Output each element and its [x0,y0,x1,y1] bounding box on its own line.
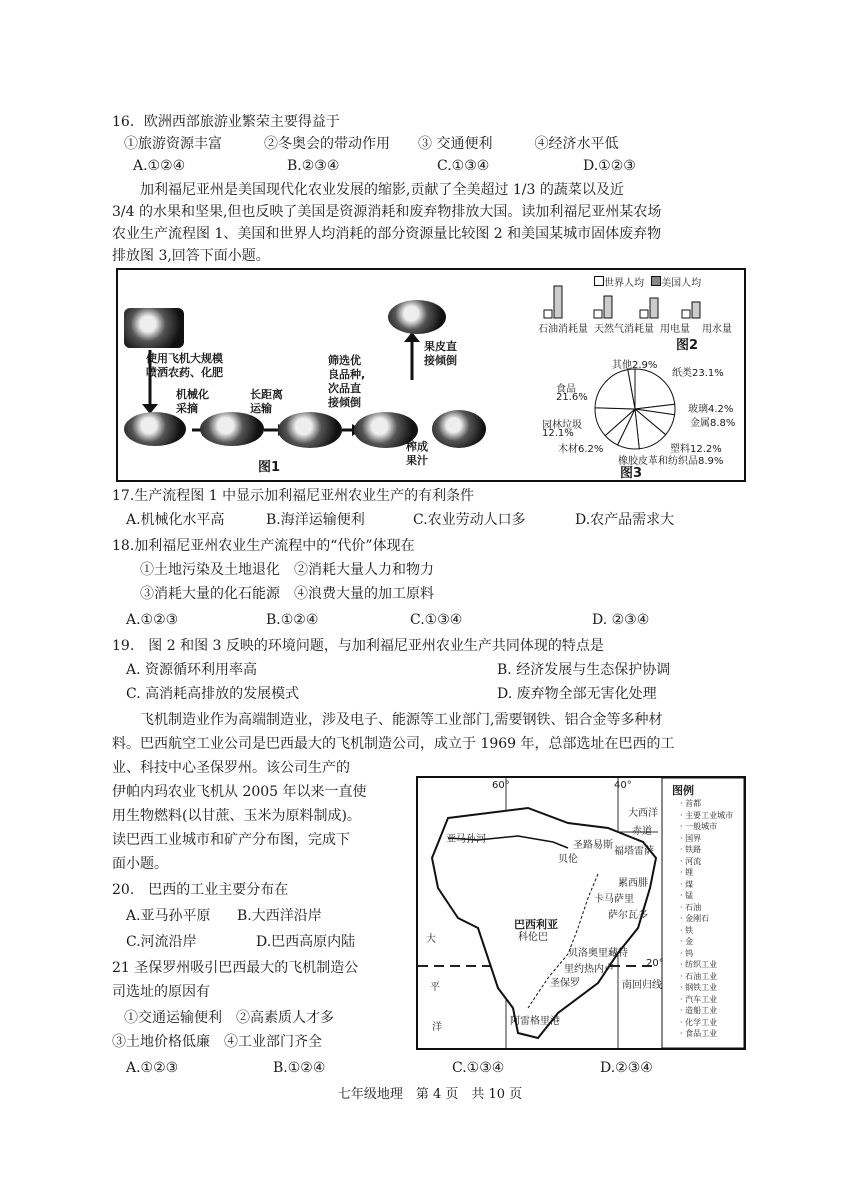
passage1-line1: 加利福尼亚州是美国现代化农业发展的缩影,贡献了全美超过 1/3 的蔬菜以及近 [112,182,624,198]
q18-items-1: ①土地污染及土地退化 ②消耗大量人力和物力 [140,562,434,578]
q19-option-b: B. 经济发展与生态保护协调 [497,662,671,678]
passage1-line3: 农业生产流程图 1、美国和世界人均消耗的部分资源量比较图 2 和美国某城市固体废弃物 [112,226,662,242]
q21-items-1: ①交通运输便利 ②高素质人才多 [124,1010,334,1026]
q19-stem: 19. 图 2 和图 3 反映的环境问题，与加利福尼亚州农业生产共同体现的特点是 [112,638,604,654]
passage2-line2: 料。巴西航空工业公司是巴西最大的飞机制造公司，成立于 1969 年，总部选址在巴西的工 [112,736,675,752]
map-legend-item: · 铁路 [680,845,702,854]
figure1-step-juice: 榨成 果汁 [406,440,428,467]
q18-stem: 18.加利福尼亚州农业生产流程中的“代价”体现在 [112,538,415,554]
q20-stem: 20. 巴西的工业主要分布在 [112,882,289,898]
map-belem: 贝伦 [558,854,578,865]
pie-slice-食品 [595,370,635,409]
pie-label-metal: 金属8.8% [690,418,736,429]
passage1-line2: 3/4 的水果和坚果,但也反映了美国是资源消耗和废弃物排放大国。读加利福尼亚州某农场 [112,204,662,220]
q18-option-d: D. ②③④ [592,612,650,628]
q16-option-a: A.①②④ [133,158,186,174]
map-legend-item: · 铁 [680,925,694,935]
orchard-photo [124,412,186,446]
pie-label-other: 其他2.9% [612,360,658,371]
map-porto-alegre: 阿雷格里港 [510,1016,560,1027]
map-legend-item: · 汽车工业 [680,994,718,1004]
q17-stem: 17.生产流程图 1 中显示加利福尼亚州农业生产的有利条件 [112,488,475,504]
q20-option-a: A.亚马孙平原 [126,908,211,924]
figure2-cat-water: 用水量 [702,324,732,335]
figure2-cat-power: 用电量 [660,324,690,335]
q16-items: ①旅游资源丰富 ②冬奥会的带动作用 ③ 交通便利 ④经济水平低 [124,136,619,152]
figure1-caption: 图1 [258,460,281,475]
map-tropic-deg: 20° [646,958,664,969]
map-legend-item: · 锂 [680,868,694,877]
map-sao-luis: 圣路易斯 [573,840,613,851]
map-legend-item: · 主要工业城市 [680,810,734,820]
map-legend-item: · 钨 [680,948,694,958]
q21-stem-1: 21 圣保罗州吸引巴西最大的飞机制造公 [112,960,359,976]
figure2-legend: 世界人均 美国人均 [594,274,701,289]
map-amazon: 亚马孙河 [446,834,486,845]
figure2-cat-oil: 石油消耗量 [538,324,588,335]
figure-panel [116,268,746,482]
map-equator: 赤道 [632,826,652,837]
map-lon-60: 60° [492,780,510,791]
map-pacific-3: 洋 [432,1022,442,1033]
map-legend-item: · 国界 [680,833,702,843]
map-legend-item: · 石油工业 [680,971,718,981]
harvest-photo [200,412,264,446]
page-footer: 七年级地理 第 4 页 共 10 页 [337,1087,523,1102]
q18-option-a: A.①②③ [126,612,179,628]
pie-label-garden-pct: 12.1% [542,428,574,439]
q17-option-d: D.农产品需求大 [575,512,675,528]
passage2-line1: 飞机制造业作为高端制造业，涉及电子、能源等工业部门,需要钢铁、铝合金等多种材 [112,712,663,728]
q21-items-2: ③土地价格低廉 ④工业部门齐全 [112,1034,322,1050]
figure1-step-harvest: 机械化 采摘 [176,388,209,415]
figure3-caption: 图3 [620,466,643,481]
map-salvador: 萨尔瓦多 [608,910,648,921]
q19-option-a: A. 资源循环利用率高 [126,662,258,678]
sorting-photo [354,412,418,448]
pie-label-wood: 木材6.2% [558,444,604,455]
q21-option-b: B.①②④ [273,1060,326,1076]
q17-option-a: A.机械化水平高 [126,512,225,528]
map-atlantic: 大西洋 [628,808,658,819]
figure2-caption: 图2 [676,338,699,353]
pie-label-food-pct: 21.6% [556,392,588,403]
figure2-cat-gas: 天然气消耗量 [594,324,654,335]
pie-label-plastic: 塑料12.2% [670,444,722,455]
map-legend-item: · 锰 [680,891,694,900]
q19-option-d: D. 废弃物全部无害化处理 [497,686,657,702]
map-legend-item: · 石油 [680,902,702,912]
map-brasilia: 巴西利亚 [514,918,558,931]
figure3-pie [592,366,678,452]
passage2-line4: 伊帕内玛农业飞机从 2005 年以来一直使 [112,784,367,800]
map-lon-40: 40° [614,780,632,791]
pie-label-garden: 园林垃圾 [542,420,582,431]
juice-photo [432,410,486,448]
truck-photo [278,412,342,448]
map-legend [680,798,733,1040]
q18-option-c: C.①③④ [410,612,463,628]
map-legend-item: · 纺织工业 [680,960,718,969]
map-recife: 累西腓 [618,878,648,889]
passage2-line5: 用生物燃料(以甘蔗、玉米为原料制成)。 [112,808,361,824]
map-camacari: 卡马萨里 [594,894,634,905]
map-legend-title: 图例 [672,784,694,797]
map-legend-item: · 食品工业 [680,1029,718,1038]
map-rio: 里约热内卢 [564,964,614,975]
passage2-line3: 业、科技中心圣保罗州。该公司生产的 [112,760,350,776]
map-fortaleza: 福塔雷萨 [614,846,654,857]
figure1-step-spray: 使用飞机大规模 喷洒农药、化肥 [146,352,223,379]
passage1-line4: 排放图 3,回答下面小题。 [112,248,270,264]
q16-option-b: B.②③④ [287,158,340,174]
figure1-step-peel: 果皮直 接倾倒 [424,340,457,367]
q19-option-c: C. 高消耗高排放的发展模式 [126,686,300,702]
q20-option-c: C.河流沿岸 [126,934,197,950]
q21-option-d: D.②③④ [600,1060,653,1076]
pie-label-glass: 玻璃4.2% [688,404,734,415]
pie-slice-纸类 [635,369,675,409]
figure1-step-select: 筛选优 良品种, 次品直 接倾倒 [328,354,366,409]
map-legend-item: · 钢铁工业 [680,983,718,992]
q21-option-a: A.①②③ [126,1060,179,1076]
map-corumba: 科伦巴 [518,932,548,943]
q21-stem-2: 司选址的原因有 [112,984,210,1000]
q16-option-d: D.①②③ [583,158,636,174]
map-belo-horizonte: 贝洛奥里藏特 [568,948,628,959]
brazil-map [416,776,746,1050]
map-pacific-2: 平 [430,982,440,993]
map-legend-item: · 河流 [680,856,702,866]
map-legend-item: · 金刚石 [680,914,710,923]
map-legend-item: · 煤 [680,879,694,889]
peel-photo [388,300,446,334]
map-sao-paulo: 圣保罗 [550,978,580,989]
q20-option-d: D.巴西高原内陆 [256,934,356,950]
map-legend-item: · 金 [680,937,694,946]
q16-option-c: C.①③④ [437,158,490,174]
pie-label-rubber: 橡胶皮革和纺织品8.9% [618,456,724,467]
map-pacific-1: 大 [426,934,436,945]
q18-option-b: B.①②④ [266,612,319,628]
q18-items-2: ③消耗大量的化石能源 ④浪费大量的加工原料 [140,586,434,602]
map-tropic: 南回归线 [622,980,662,991]
passage2-line6: 读巴西工业城市和矿产分布图，完成下 [112,832,350,848]
map-legend-item: · 首都 [680,799,702,808]
pie-label-food: 食品 [556,384,576,395]
q17-option-c: C.农业劳动人口多 [413,512,526,528]
q17-option-b: B.海洋运输便利 [266,512,365,528]
map-legend-item: · 化学工业 [680,1017,718,1027]
q20-option-b: B.大西洋沿岸 [237,908,322,924]
map-legend-item: · 一般城市 [680,822,718,831]
q16-stem: 16．欧洲西部旅游业繁荣主要得益于 [112,114,340,130]
passage2-line7: 面小题。 [112,856,168,872]
map-legend-item: · 造船工业 [680,1006,718,1015]
figure1-step-transport: 长距离 运输 [250,388,283,415]
q21-option-c: C.①③④ [452,1060,505,1076]
pie-label-paper: 纸类23.1% [672,368,724,379]
